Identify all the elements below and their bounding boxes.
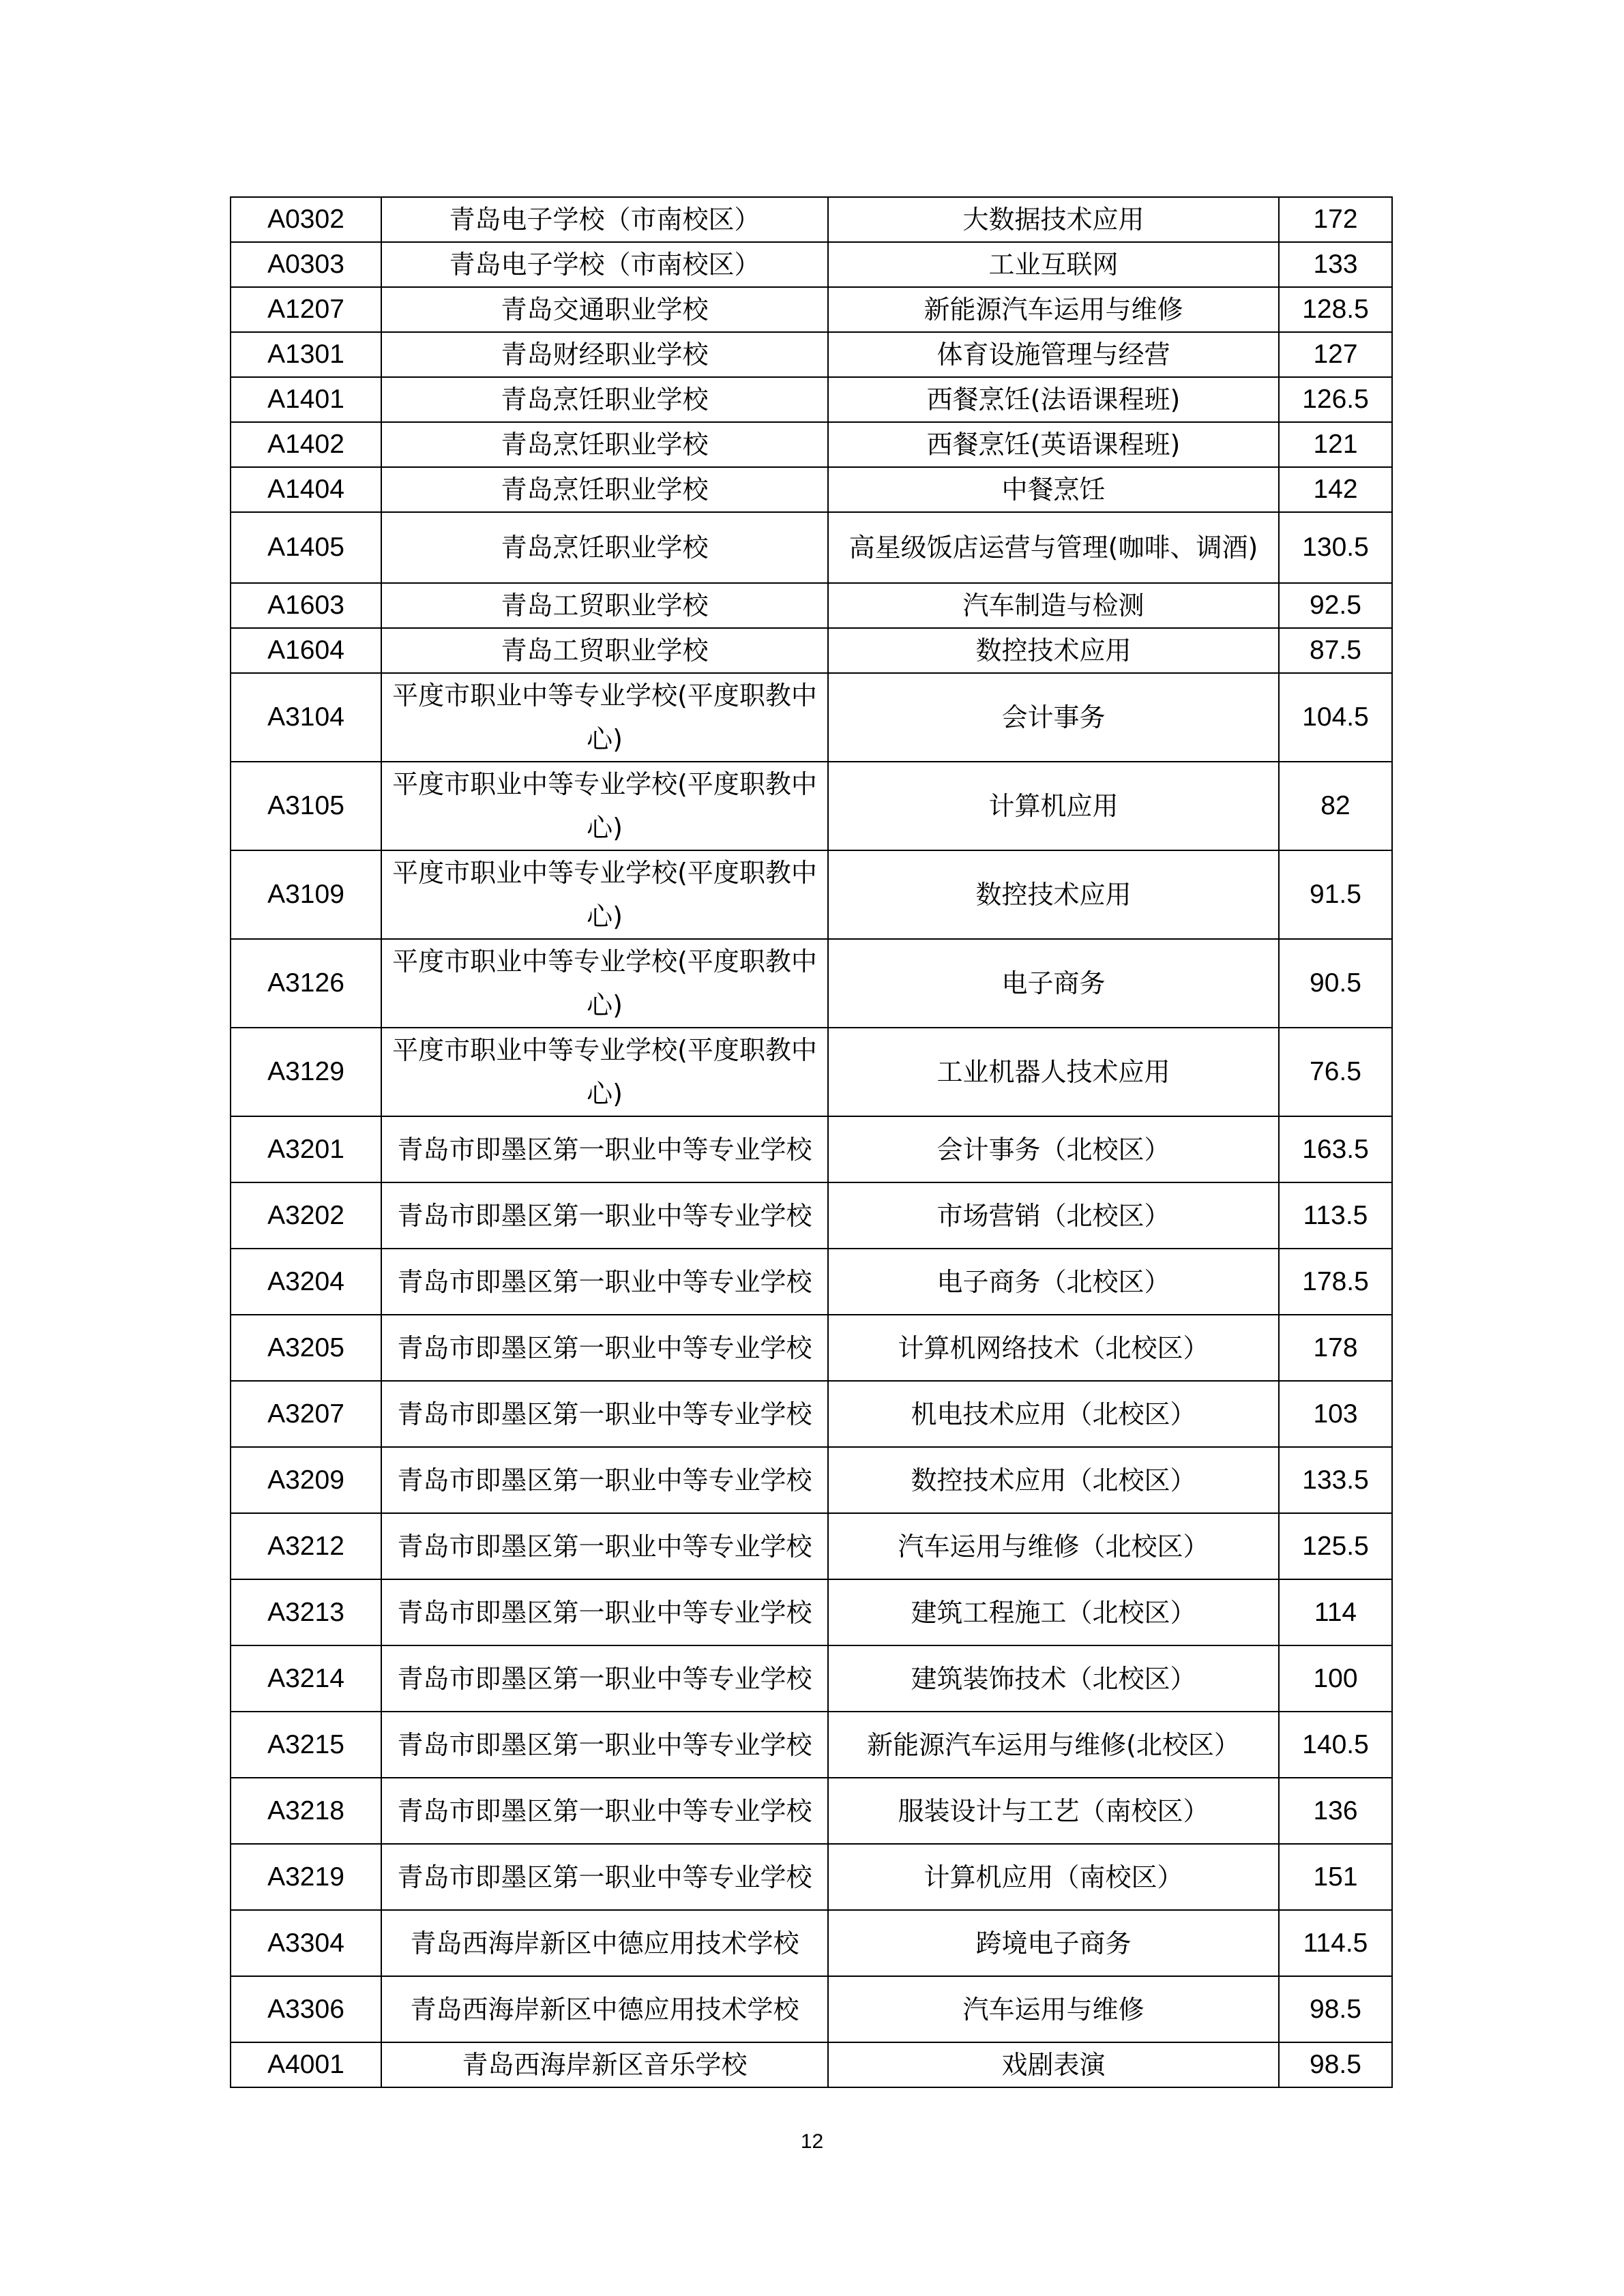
school-name-cell: 青岛烹饪职业学校 bbox=[381, 422, 828, 467]
major-name-cell: 跨境电子商务 bbox=[828, 1910, 1279, 1976]
major-name-cell: 计算机网络技术（北校区） bbox=[828, 1315, 1279, 1381]
program-code-cell: A3126 bbox=[231, 939, 381, 1028]
table-row bbox=[231, 332, 1392, 377]
table-row bbox=[231, 1645, 1392, 1712]
score-cell: 163.5 bbox=[1279, 1116, 1392, 1182]
table-row bbox=[231, 1447, 1392, 1513]
table-row bbox=[231, 628, 1392, 673]
school-name-cell: 青岛市即墨区第一职业中等专业学校 bbox=[381, 1315, 828, 1381]
program-code-cell: A3109 bbox=[231, 850, 381, 939]
score-cell: 130.5 bbox=[1279, 512, 1392, 583]
major-name-cell: 体育设施管理与经营 bbox=[828, 332, 1279, 377]
school-name-cell: 青岛工贸职业学校 bbox=[381, 628, 828, 673]
table-row bbox=[231, 377, 1392, 422]
major-name-cell: 新能源汽车运用与维修(北校区） bbox=[828, 1712, 1279, 1778]
school-name-cell: 平度市职业中等专业学校(平度职教中心) bbox=[381, 673, 828, 762]
program-code-cell: A3212 bbox=[231, 1513, 381, 1579]
score-cell: 98.5 bbox=[1279, 2042, 1392, 2087]
school-name-cell: 青岛烹饪职业学校 bbox=[381, 377, 828, 422]
score-cell: 178 bbox=[1279, 1315, 1392, 1381]
table-row bbox=[231, 242, 1392, 287]
major-name-cell: 数控技术应用 bbox=[828, 628, 1279, 673]
program-code-cell: A1405 bbox=[231, 512, 381, 583]
major-name-cell: 中餐烹饪 bbox=[828, 467, 1279, 512]
score-cell: 128.5 bbox=[1279, 287, 1392, 332]
program-code-cell: A3213 bbox=[231, 1579, 381, 1645]
school-name-cell: 平度市职业中等专业学校(平度职教中心) bbox=[381, 1028, 828, 1116]
program-code-cell: A0302 bbox=[231, 197, 381, 242]
table-row bbox=[231, 467, 1392, 512]
table-row bbox=[231, 1513, 1392, 1579]
major-name-cell: 计算机应用（南校区） bbox=[828, 1844, 1279, 1910]
score-cell: 127 bbox=[1279, 332, 1392, 377]
program-code-cell: A3129 bbox=[231, 1028, 381, 1116]
major-name-cell: 汽车运用与维修（北校区） bbox=[828, 1513, 1279, 1579]
program-code-cell: A3219 bbox=[231, 1844, 381, 1910]
score-cell: 142 bbox=[1279, 467, 1392, 512]
table-row bbox=[231, 1910, 1392, 1976]
school-name-cell: 青岛烹饪职业学校 bbox=[381, 512, 828, 583]
major-name-cell: 建筑装饰技术（北校区） bbox=[828, 1645, 1279, 1712]
school-name-cell: 青岛市即墨区第一职业中等专业学校 bbox=[381, 1844, 828, 1910]
major-name-cell: 市场营销（北校区） bbox=[828, 1182, 1279, 1249]
table-row bbox=[231, 512, 1392, 583]
program-code-cell: A3209 bbox=[231, 1447, 381, 1513]
major-name-cell: 工业机器人技术应用 bbox=[828, 1028, 1279, 1116]
school-name-cell: 青岛西海岸新区中德应用技术学校 bbox=[381, 1910, 828, 1976]
school-name-cell: 青岛市即墨区第一职业中等专业学校 bbox=[381, 1513, 828, 1579]
program-code-cell: A3205 bbox=[231, 1315, 381, 1381]
score-cell: 126.5 bbox=[1279, 377, 1392, 422]
program-code-cell: A1301 bbox=[231, 332, 381, 377]
major-name-cell: 会计事务 bbox=[828, 673, 1279, 762]
score-cell: 178.5 bbox=[1279, 1249, 1392, 1315]
program-code-cell: A1402 bbox=[231, 422, 381, 467]
school-name-cell: 青岛烹饪职业学校 bbox=[381, 467, 828, 512]
score-cell: 133.5 bbox=[1279, 1447, 1392, 1513]
program-code-cell: A3304 bbox=[231, 1910, 381, 1976]
score-cell: 172 bbox=[1279, 197, 1392, 242]
program-code-cell: A3214 bbox=[231, 1645, 381, 1712]
table-row bbox=[231, 1778, 1392, 1844]
school-name-cell: 青岛市即墨区第一职业中等专业学校 bbox=[381, 1447, 828, 1513]
table-row bbox=[231, 1381, 1392, 1447]
table-row bbox=[231, 287, 1392, 332]
score-cell: 114.5 bbox=[1279, 1910, 1392, 1976]
school-name-cell: 青岛市即墨区第一职业中等专业学校 bbox=[381, 1381, 828, 1447]
school-name-cell: 青岛电子学校（市南校区） bbox=[381, 197, 828, 242]
program-code-cell: A1404 bbox=[231, 467, 381, 512]
score-cell: 98.5 bbox=[1279, 1976, 1392, 2042]
table-row bbox=[231, 1028, 1392, 1116]
table-row bbox=[231, 1315, 1392, 1381]
school-name-cell: 青岛市即墨区第一职业中等专业学校 bbox=[381, 1249, 828, 1315]
score-cell: 103 bbox=[1279, 1381, 1392, 1447]
program-code-cell: A3204 bbox=[231, 1249, 381, 1315]
table-row bbox=[231, 1712, 1392, 1778]
major-name-cell: 计算机应用 bbox=[828, 762, 1279, 850]
table-row bbox=[231, 939, 1392, 1028]
major-name-cell: 西餐烹饪(法语课程班) bbox=[828, 377, 1279, 422]
school-name-cell: 青岛市即墨区第一职业中等专业学校 bbox=[381, 1579, 828, 1645]
table-row bbox=[231, 1976, 1392, 2042]
score-cell: 91.5 bbox=[1279, 850, 1392, 939]
score-cell: 100 bbox=[1279, 1645, 1392, 1712]
school-name-cell: 平度市职业中等专业学校(平度职教中心) bbox=[381, 762, 828, 850]
admission-score-table bbox=[230, 196, 1393, 2088]
major-name-cell: 机电技术应用（北校区） bbox=[828, 1381, 1279, 1447]
major-name-cell: 高星级饭店运营与管理(咖啡、调酒) bbox=[828, 512, 1279, 583]
page-number: 12 bbox=[800, 2130, 824, 2153]
major-name-cell: 汽车运用与维修 bbox=[828, 1976, 1279, 2042]
school-name-cell: 青岛市即墨区第一职业中等专业学校 bbox=[381, 1645, 828, 1712]
score-cell: 76.5 bbox=[1279, 1028, 1392, 1116]
major-name-cell: 戏剧表演 bbox=[828, 2042, 1279, 2087]
program-code-cell: A0303 bbox=[231, 242, 381, 287]
table-row bbox=[231, 850, 1392, 939]
score-cell: 121 bbox=[1279, 422, 1392, 467]
major-name-cell: 服装设计与工艺（南校区） bbox=[828, 1778, 1279, 1844]
table-row bbox=[231, 583, 1392, 628]
program-code-cell: A1207 bbox=[231, 287, 381, 332]
major-name-cell: 西餐烹饪(英语课程班) bbox=[828, 422, 1279, 467]
school-name-cell: 青岛工贸职业学校 bbox=[381, 583, 828, 628]
table-row bbox=[231, 762, 1392, 850]
program-code-cell: A3201 bbox=[231, 1116, 381, 1182]
score-cell: 90.5 bbox=[1279, 939, 1392, 1028]
school-name-cell: 青岛西海岸新区音乐学校 bbox=[381, 2042, 828, 2087]
program-code-cell: A3105 bbox=[231, 762, 381, 850]
school-name-cell: 青岛市即墨区第一职业中等专业学校 bbox=[381, 1712, 828, 1778]
table-row bbox=[231, 1249, 1392, 1315]
major-name-cell: 建筑工程施工（北校区） bbox=[828, 1579, 1279, 1645]
program-code-cell: A3218 bbox=[231, 1778, 381, 1844]
score-cell: 104.5 bbox=[1279, 673, 1392, 762]
school-name-cell: 青岛财经职业学校 bbox=[381, 332, 828, 377]
major-name-cell: 数控技术应用（北校区） bbox=[828, 1447, 1279, 1513]
program-code-cell: A4001 bbox=[231, 2042, 381, 2087]
table-row bbox=[231, 422, 1392, 467]
score-cell: 82 bbox=[1279, 762, 1392, 850]
major-name-cell: 电子商务 bbox=[828, 939, 1279, 1028]
score-cell: 92.5 bbox=[1279, 583, 1392, 628]
program-code-cell: A1401 bbox=[231, 377, 381, 422]
school-name-cell: 青岛电子学校（市南校区） bbox=[381, 242, 828, 287]
table-row bbox=[231, 1182, 1392, 1249]
score-cell: 125.5 bbox=[1279, 1513, 1392, 1579]
major-name-cell: 电子商务（北校区） bbox=[828, 1249, 1279, 1315]
score-cell: 136 bbox=[1279, 1778, 1392, 1844]
score-cell: 140.5 bbox=[1279, 1712, 1392, 1778]
school-name-cell: 青岛市即墨区第一职业中等专业学校 bbox=[381, 1778, 828, 1844]
school-name-cell: 青岛西海岸新区中德应用技术学校 bbox=[381, 1976, 828, 2042]
table-row bbox=[231, 1116, 1392, 1182]
school-name-cell: 青岛市即墨区第一职业中等专业学校 bbox=[381, 1182, 828, 1249]
school-name-cell: 平度市职业中等专业学校(平度职教中心) bbox=[381, 850, 828, 939]
program-code-cell: A3202 bbox=[231, 1182, 381, 1249]
school-name-cell: 青岛市即墨区第一职业中等专业学校 bbox=[381, 1116, 828, 1182]
program-code-cell: A3215 bbox=[231, 1712, 381, 1778]
score-cell: 113.5 bbox=[1279, 1182, 1392, 1249]
program-code-cell: A1603 bbox=[231, 583, 381, 628]
score-cell: 114 bbox=[1279, 1579, 1392, 1645]
major-name-cell: 汽车制造与检测 bbox=[828, 583, 1279, 628]
score-cell: 133 bbox=[1279, 242, 1392, 287]
program-code-cell: A3306 bbox=[231, 1976, 381, 2042]
score-cell: 151 bbox=[1279, 1844, 1392, 1910]
table-body bbox=[231, 197, 1392, 2087]
program-code-cell: A1604 bbox=[231, 628, 381, 673]
program-code-cell: A3104 bbox=[231, 673, 381, 762]
major-name-cell: 大数据技术应用 bbox=[828, 197, 1279, 242]
major-name-cell: 新能源汽车运用与维修 bbox=[828, 287, 1279, 332]
table-row bbox=[231, 1579, 1392, 1645]
program-code-cell: A3207 bbox=[231, 1381, 381, 1447]
table-row bbox=[231, 2042, 1392, 2087]
score-cell: 87.5 bbox=[1279, 628, 1392, 673]
major-name-cell: 会计事务（北校区） bbox=[828, 1116, 1279, 1182]
table-row bbox=[231, 1844, 1392, 1910]
school-name-cell: 平度市职业中等专业学校(平度职教中心) bbox=[381, 939, 828, 1028]
school-name-cell: 青岛交通职业学校 bbox=[381, 287, 828, 332]
table-row bbox=[231, 197, 1392, 242]
table-row bbox=[231, 673, 1392, 762]
major-name-cell: 数控技术应用 bbox=[828, 850, 1279, 939]
major-name-cell: 工业互联网 bbox=[828, 242, 1279, 287]
